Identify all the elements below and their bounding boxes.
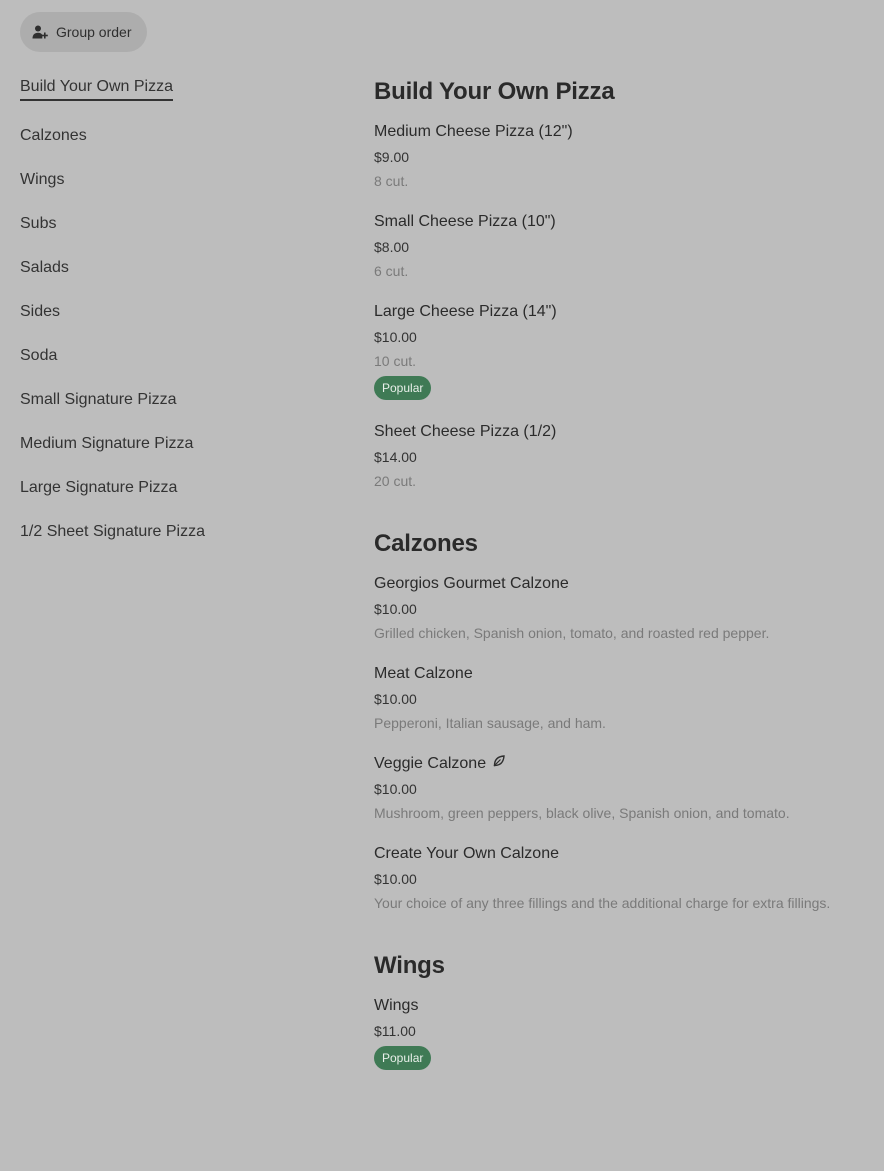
menu-item[interactable] [374, 754, 864, 822]
item-name: Medium Cheese Pizza (12") [374, 123, 573, 140]
menu-item[interactable] [374, 212, 864, 280]
item-description: Pepperoni, Italian sausage, and ham. [374, 715, 606, 731]
sidebar-item-label: Soda [20, 347, 58, 364]
sidebar-item-label: Salads [20, 259, 69, 276]
menu-item[interactable] [374, 302, 864, 400]
sidebar-item-salads[interactable] [20, 246, 320, 290]
item-description: 20 cut. [374, 473, 417, 489]
sidebar-item-calzones[interactable] [20, 114, 320, 158]
item-name: Meat Calzone [374, 665, 473, 682]
menu-section-calzones [374, 528, 864, 912]
leaf-icon [492, 754, 506, 774]
group-order-button[interactable] [20, 12, 147, 52]
sidebar-item-subs[interactable] [20, 202, 320, 246]
sidebar-item-label: Build Your Own Pizza [20, 76, 173, 101]
item-price: $9.00 [374, 149, 410, 165]
menu-item[interactable] [374, 844, 864, 912]
item-description: 8 cut. [374, 173, 409, 189]
item-name-row [374, 754, 864, 774]
item-price: $11.00 [374, 1023, 416, 1039]
group-order-label: Group order [56, 24, 132, 40]
sidebar-item-large-signature-pizza[interactable] [20, 466, 320, 510]
sidebar-item-soda[interactable] [20, 334, 320, 378]
menu-content [374, 76, 864, 1108]
sidebar-item-medium-signature-pizza[interactable] [20, 422, 320, 466]
section-title: Calzones [374, 530, 478, 557]
sidebar-item-sides[interactable] [20, 290, 320, 334]
sidebar-item-half-sheet-signature-pizza[interactable] [20, 510, 320, 554]
item-price: $14.00 [374, 449, 417, 465]
menu-item[interactable] [374, 422, 864, 490]
menu-item[interactable] [374, 996, 864, 1070]
menu-section-wings [374, 950, 864, 1070]
item-name: Small Cheese Pizza (10") [374, 213, 556, 230]
popular-badge: Popular [374, 1046, 431, 1070]
item-name: Sheet Cheese Pizza (1/2) [374, 423, 557, 440]
item-description: Your choice of any three fillings and the additional charge for extra fillings. [374, 895, 831, 911]
item-price: $10.00 [374, 691, 417, 707]
item-name: Large Cheese Pizza (14") [374, 303, 557, 320]
item-price: $8.00 [374, 239, 410, 255]
item-description: Grilled chicken, Spanish onion, tomato, and roasted red pepper. [374, 625, 770, 641]
item-name: Veggie Calzone [374, 755, 487, 772]
sidebar-item-label: 1/2 Sheet Signature Pizza [20, 523, 206, 540]
item-name: Georgios Gourmet Calzone [374, 575, 569, 592]
item-name: Create Your Own Calzone [374, 845, 559, 862]
sidebar-item-build-your-own-pizza[interactable] [20, 72, 320, 104]
menu-item[interactable] [374, 664, 864, 732]
menu-item[interactable] [374, 122, 864, 190]
menu-item[interactable] [374, 574, 864, 642]
section-title: Build Your Own Pizza [374, 78, 615, 105]
item-description: 6 cut. [374, 263, 409, 279]
item-description: Mushroom, green peppers, black olive, Spanish onion, and tomato. [374, 805, 790, 821]
menu-section-build-your-own-pizza [374, 76, 864, 490]
add-person-icon [32, 24, 48, 40]
section-title: Wings [374, 952, 445, 979]
sidebar-item-label: Subs [20, 215, 57, 232]
sidebar-item-small-signature-pizza[interactable] [20, 378, 320, 422]
item-price: $10.00 [374, 329, 417, 345]
sidebar-item-label: Wings [20, 171, 65, 188]
item-name: Wings [374, 997, 419, 1014]
category-sidebar [20, 72, 320, 554]
sidebar-item-label: Medium Signature Pizza [20, 435, 194, 452]
popular-badge: Popular [374, 376, 431, 400]
item-price: $10.00 [374, 781, 417, 797]
sidebar-item-label: Sides [20, 303, 61, 320]
sidebar-item-label: Calzones [20, 127, 87, 144]
item-price: $10.00 [374, 601, 417, 617]
sidebar-item-wings[interactable] [20, 158, 320, 202]
sidebar-item-label: Small Signature Pizza [20, 391, 177, 408]
sidebar-item-label: Large Signature Pizza [20, 479, 178, 496]
item-price: $10.00 [374, 871, 417, 887]
item-description: 10 cut. [374, 353, 417, 369]
